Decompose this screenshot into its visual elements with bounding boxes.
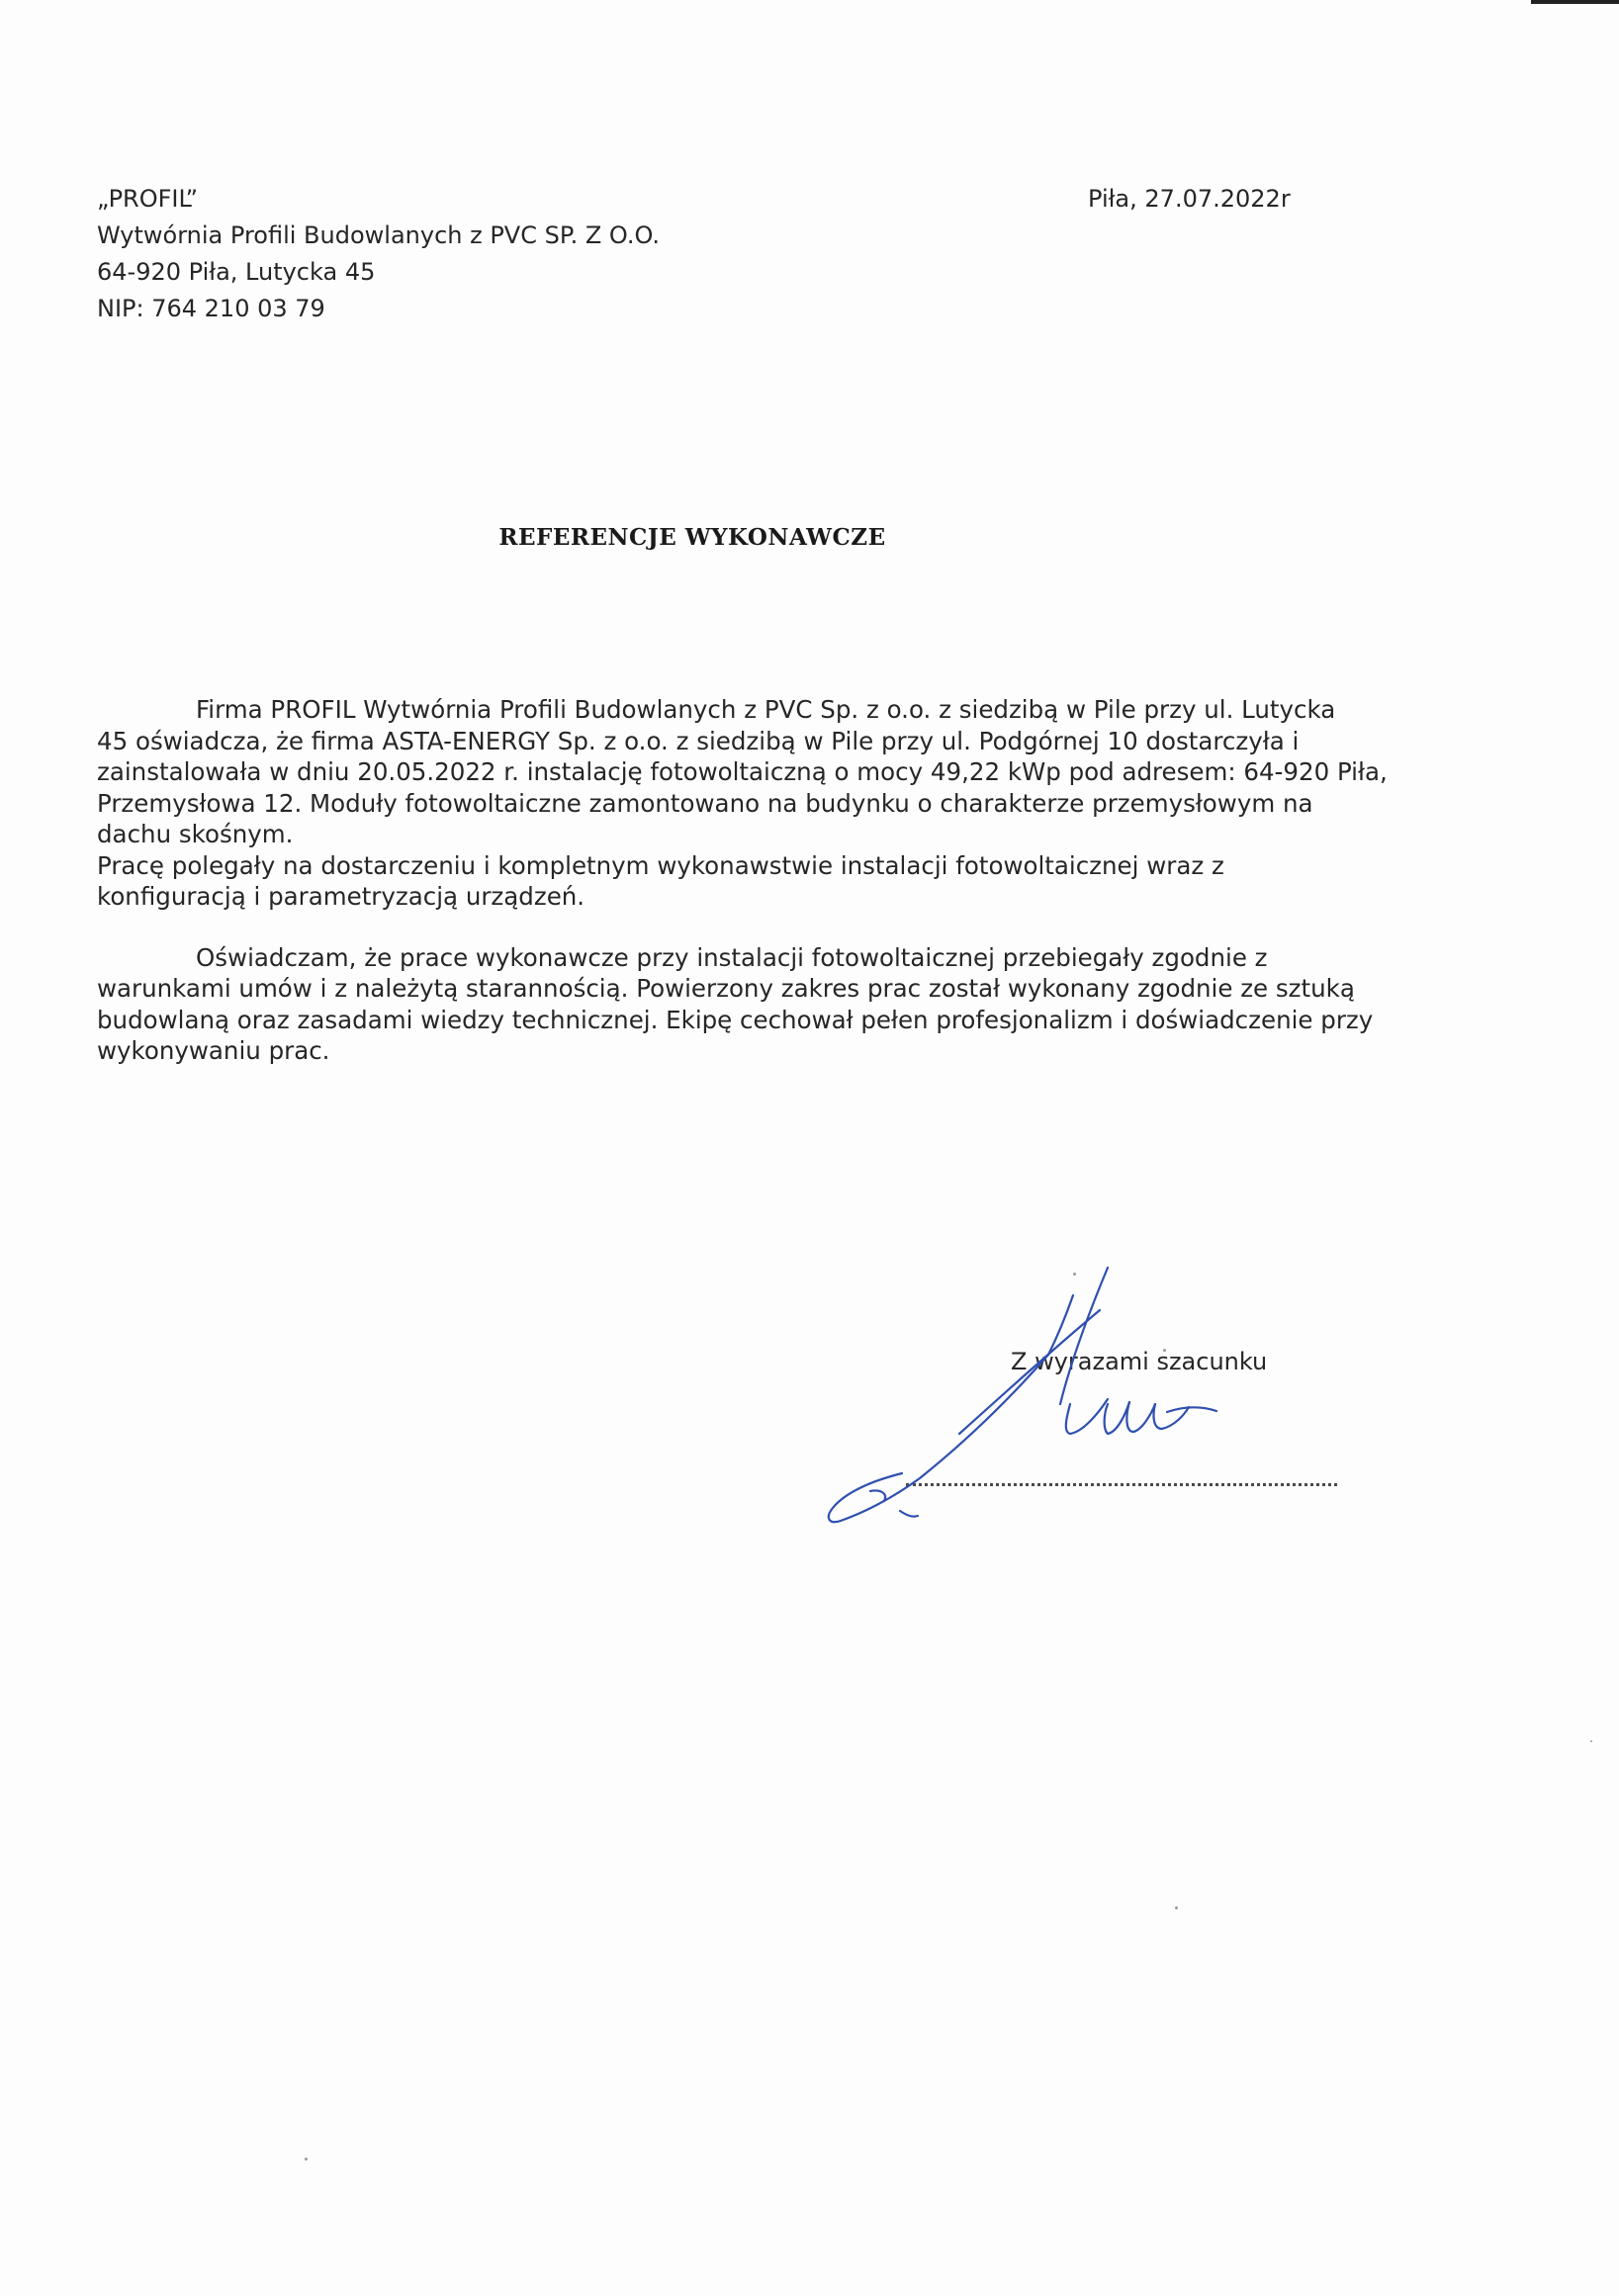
paragraph-statement (97, 694, 1388, 850)
handwritten-signature (811, 1256, 1325, 1543)
body-line: konfiguracją i parametryzacją urządzeń. (97, 882, 585, 911)
body-line: warunkami umów i z należytą starannością. Powierzony zakres prac został wykonany zgodnie ze sztuką (97, 974, 1355, 1003)
body-line: dachu skośnym. (97, 820, 294, 848)
scan-speck (1175, 1906, 1178, 1909)
body-line: budowlaną oraz zasadami wiedzy technicznej. Ekipę cechował pełen profesjonalizm i doświadczenie przy (97, 1005, 1374, 1034)
paragraph-scope (97, 850, 1343, 913)
closing-salutation: Z wyrazami szacunku (1011, 1348, 1268, 1375)
sender-company: Wytwórnia Profili Budowlanych z PVC SP. Z O.O. (97, 221, 660, 249)
sender-name: „PROFIL” (97, 185, 198, 213)
body-line: wykonywaniu prac. (97, 1036, 330, 1065)
letter-body (97, 694, 1388, 1067)
body-line: 45 oświadcza, że firma ASTA-ENERGY Sp. z o.o. z siedzibą w Pile przy ul. Podgórnej 10 dostarczyła i (97, 726, 1300, 755)
document-title: REFERENCJE WYKONAWCZE (498, 524, 886, 551)
scan-speck (305, 2158, 308, 2161)
body-line: Firma PROFIL Wytwórnia Profili Budowlanych z PVC Sp. z o.o. z siedzibą w Pile przy ul. Lutycka (196, 695, 1336, 724)
paragraph-assessment (97, 942, 1374, 1067)
body-line: zainstalowała w dniu 20.05.2022 r. instalację fotowoltaiczną o mocy 49,22 kWp pod adresem: 64-920 Piła, (97, 757, 1388, 786)
sender-address: 64-920 Piła, Lutycka 45 (97, 258, 376, 286)
body-line: Pracę polegały na dostarczeniu i kompletnym wykonawstwie instalacji fotowoltaicznej wraz z (97, 850, 1224, 880)
sender-block (97, 181, 660, 327)
scan-edge-mark (1531, 0, 1619, 4)
sender-nip: NIP: 764 210 03 79 (97, 295, 325, 322)
place-and-date: Piła, 27.07.2022r (1088, 185, 1291, 213)
body-line: Przemysłowa 12. Moduły fotowoltaiczne zamontowano na budynku o charakterze przemysłowym na (97, 788, 1313, 818)
body-line: Oświadczam, że prace wykonawcze przy instalacji fotowoltaicznej przebiegały zgodnie z (196, 942, 1268, 972)
paragraph-gap (97, 913, 1343, 942)
scan-speck (1590, 1740, 1592, 1742)
